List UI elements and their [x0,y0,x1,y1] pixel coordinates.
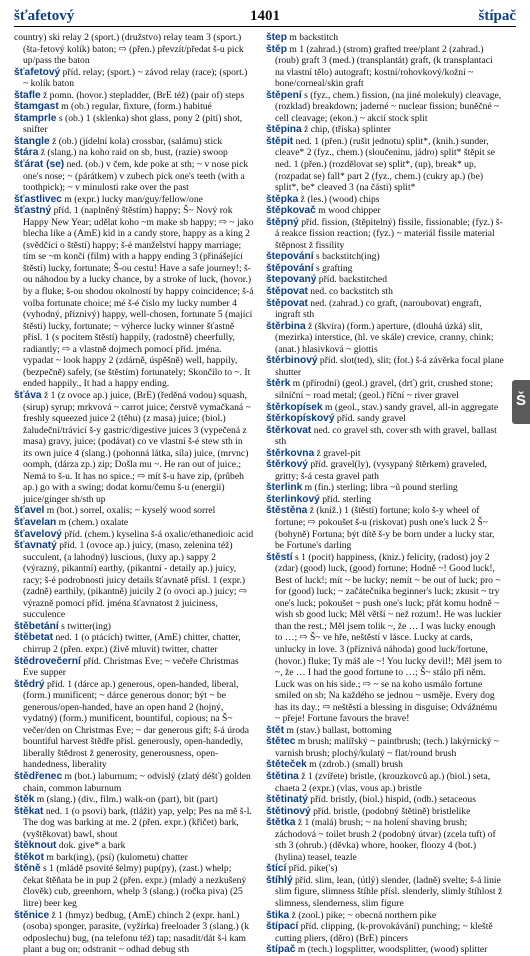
entry-definition: m (stav.) ballast, bottoming [284,724,392,736]
entry-headword: štamprle [14,112,57,124]
entry-definition: s (ob.) 1 (sklenka) shot glass, pony 2 (pití) shot, snifter [23,112,245,136]
entry-headword: štědřenec [14,771,63,782]
entry-definition: příd. slim, lean, (útlý) slender, (ladně) svelte; š-á linie slim figure, slimness štíhle přísl. slenderly, slimly štíhlost ž slimness, slenderness, slim figure [275,874,505,910]
entry-headword: štěrkovna [266,447,315,459]
dictionary-entry [14,147,254,159]
dictionary-entry [14,159,254,194]
entry-headword: štětinový [266,805,311,817]
dictionary-entry [266,378,504,401]
entry-definition: s backstitch(ing) [313,251,380,263]
entry-definition: m (geol., stav.) sandy gravel, all-in aggregate [322,401,499,413]
entry-definition: ned. co gravel sth, cover sth with gravel, ballast sth [275,424,500,448]
entry-definition: příd. clipping, (k-provokávání) punching; ~ kleště cutting pliers, (děro) (BrE) pincers [275,921,496,944]
entry-headword: šťavel [14,505,45,517]
entry-headword: šťavnatý [14,540,57,552]
dictionary-entry [266,863,504,875]
entry-definition: m backstitch [286,32,339,43]
entry-definition: m (slang.) (div., film.) walk-on (part), bit (part) [34,794,218,806]
entry-headword: štěrkový [266,459,308,471]
entry-definition: příd. pike('s) [286,863,338,875]
dictionary-entry [266,552,504,725]
entry-definition: ned. (zahrad.) co graft, (naroubovat) engraft, ingraft sth [275,297,484,321]
dictionary-entry [14,517,254,529]
entry-headword: štára [14,147,39,159]
dictionary-entry [14,67,254,90]
entry-definition: s 1 (pocit) happiness, (kniz.) felicity, (radost) joy 2 (zdar) (good) luck, (good) fortune; Hodně ~! Good luck!, Best of luck!; mít ~ be lucky; nemít ~ be out of luck; pro ~ for (good) luck; ~ začátečníka beginner's luck; zkusit ~ try one's luck; pokoušet ~ push one's luck; přát komu hodně ~ wish sb good luck; Měl větší ~ než rozum!. He was luckier than the rest.; Měl jsem tolik ~, že … I was lucky enough to …; ⇨ Š~ ve hře, neštěstí v lásce. Lucky at cards, unlucky in love. 3 (příznivá náhoda) good luck/fortune, (hovor.) fluke; Ty máš ale ~! You lucky devil!; Měl jsem to ~, že … I had the good fortune to …; Š~ stálo při něm. Luck was on his side.; ⇨ ~ se na koho usmálo fortune smiled on sb; Na každého se jednou ~ usměje. Every dog has its day.; ⇨ neštěstí a blessing in disguise; Odvážnému ~ přeje! Fortune favours the brave! [275,551,505,725]
entry-headword: štěk [14,794,35,806]
dictionary-entry [266,459,504,482]
entry-headword: štěkot [14,851,45,863]
entry-headword: štangle [14,135,50,147]
dictionary-entry [266,321,504,356]
dictionary-entry [266,274,504,286]
entry-definition: příd. backstitched [316,274,387,286]
entry-headword: štěrkopískový [266,413,335,425]
dictionary-entry [266,736,504,759]
dictionary-entry [266,251,504,263]
entry-headword: štěně [14,863,41,875]
entry-definition: m (expr.) lucky man/guy/fellow/one [61,193,203,205]
entry-headword: štěpení [266,89,302,101]
dictionary-entry [266,425,504,448]
entry-definition: příd. sandy gravel [334,413,406,425]
entry-definition: příd. gravel(ly), (vysypaný štěrkem) graveled, gritty; š-á cesta gravel path [275,459,490,482]
entry-headword: štepování [266,251,314,263]
entry-headword: štípací [266,921,299,933]
entry-definition: ned. co backstitch sth [307,286,393,298]
dictionary-entry [266,482,504,494]
dictionary-entry [14,863,254,909]
entry-headword: štíhlý [266,874,293,886]
dictionary-entry [14,806,254,841]
dictionary-entry [14,505,254,517]
dictionary-entry [14,771,254,794]
entry-definition: s twitter(ing) [58,620,111,632]
dictionary-entry [14,852,254,864]
entry-definition: příd. sterling [319,493,372,505]
entry-definition: m (zdrob.) (small) brush [306,759,403,771]
entry-definition: ned. 1 (o psovi) bark, (tlážit) yap, yelp; Pes na mě š-l. The dog was barking at me. 2 (přen. expr.) (křičet) bark, (vyštěkovat) bawl, shout [23,805,255,840]
entry-definition: příd. bristly, (biol.) hispid, (odb.) setaceous [307,794,476,806]
dictionary-entry [14,136,254,148]
dictionary-entry [14,529,254,541]
entry-headword: šťastný [14,205,52,217]
entry-headword: štědrý [14,678,45,690]
dictionary-entry [266,217,504,252]
entry-headword: štěbetat [14,632,54,644]
entry-headword: štěpný [266,216,299,228]
dictionary-entry [266,124,504,136]
entry-definition: příd. Christmas Eve; ~ večeře Christmas Eve supper [23,655,242,679]
dictionary-entry [266,771,504,794]
entry-headword: štafle [14,89,41,101]
page-header [14,8,516,27]
dictionary-entry [14,656,254,679]
dictionary-entry [14,540,254,621]
page-number: 1401 [250,8,280,24]
dictionary-entry [14,621,254,633]
entry-definition: m (tech.) logsplitter, woodsplitter, (wood) splitter [295,944,488,956]
dictionary-entry [266,402,504,414]
dictionary-entry [266,355,507,378]
dictionary-entry [266,725,504,737]
entry-definition: ž (ob.) (jídelní kola) crossbar, (salámu) stick [49,135,223,147]
dictionary-entry [266,90,504,125]
entry-definition: m 1 (zahrad.) (strom) grafted tree/plant 2 (zahrad.) (roub) graft 3 (med.) (transplantát) graft, (k transplantaci na vlastní tělo) autograft; kostní/rohovkový/kožní ~ bone/corneal/skin graft [275,43,496,90]
entry-headword: štědrovečerní [14,655,81,667]
entry-headword: šťafetový [14,66,61,78]
entry-definition: m (přírodní) (geol.) gravel, (drť) grit, crushed stone; silniční ~ road metal; (geol.) říční ~ river gravel [275,378,496,401]
dictionary-entry [266,759,504,771]
entry-headword: štětina [266,771,299,782]
entry-headword: štětec [266,736,296,748]
entry-definition: příd. 1 (ovoce ap.) juicy, (maso, zelenina též) succulent, (a lahodný) luscious, (luxy ap.) sappy 2 (výrazný, pikantní) earthy, (pikantní - detaily ap.) juicy, racy; š-é podrobnosti juicy details šťavnatě přísl. 1 (expr.) (zadně) earthily, (pikantně) juicily 2 (o ovoci ap.) juicy; ⇨ výrazně pomocí příd. jména šťavnatost ž juiciness, succulence [23,540,250,621]
entry-headword: štící [266,863,287,875]
dictionary-entry [14,113,254,136]
entry-headword: štěpka [266,193,299,205]
entry-headword: štamgast [14,101,59,113]
entry-definition: příd. 1 (dárce ap.) generous, open-handed, liberal, (form.) munificent; ~ dárce generous donor; být ~ be generous/open-handed, have an open hand 2 (hojný, vydatný) (form.) munificent, bountiful, copious; na Š~ večer/den on Christmas Eve; ~ dar generous gift; š-á úroda bountiful harvest štědře přísl. generously, open-handedly, liberally štědrost ž generosity, generousness, open-handedness, liberality [23,678,252,771]
entry-headword: štika [266,909,290,921]
entry-definition: ž (zool.) pike; ~ obecná northern pike [289,909,437,921]
entry-definition: příd. bristle, (podobný štětině) bristlelike [310,805,471,817]
entry-headword: štěnice [14,909,50,921]
dictionary-entry [266,413,504,425]
entry-headword: štěpovat [266,297,308,309]
entry-headword: šterlinkový [266,493,320,505]
dictionary-entry [266,263,504,275]
entry-headword: štep [266,32,287,43]
entry-headword: štěpina [266,124,302,136]
entry-definition: ned. 1 (o ptácích) twitter, (AmE) chitter, chatter, chirrup 2 (přen. expr.) (živě mluvit) twitter, chatter [23,632,243,655]
entry-headword: štětka [266,817,296,829]
entry-headword: štět [266,724,285,736]
entry-headword: štěteček [266,759,307,771]
entry-headword: štěrbinový [266,355,318,367]
entry-definition: s 1 (mládě psovité šelmy) pup(py), (zast.) whelp; čekat štěňata be in pup 2 (přen. expr.) (mladý a nezkušený člověk) cub, greenhorn, whelp 3 (slang.) (ročka piva) (25 litre) beer keg [23,863,249,910]
entry-definition: m (bot.) sorrel, oxalis; ~ kyselý wood sorrel [44,505,216,517]
entry-headword: štěknout [14,840,57,852]
dictionary-entry [14,90,254,102]
entry-definition: m brush; malířský ~ paintbrush; (tech.) lakýrnický ~ varnish brush; plochý/kulatý ~ flat/round brush [275,736,502,759]
dictionary-entry [14,632,254,655]
entry-definition: m (chem.) oxalate [56,516,129,528]
dictionary-entry [266,806,504,818]
dictionary-entry [266,136,504,194]
entry-definition: m (bot.) laburnum; ~ odvislý (zlatý déšť) golden chain, common laburnum [23,771,254,794]
entry-definition: ž chip, (tříska) splinter [301,124,391,136]
entry-definition: příd. slot(ted), slit; (fot.) š-á závěrka focal plane shutter [275,355,507,378]
entry-definition: ž 1 (hmyz) bedbug, (AmE) chinch 2 (expr. hanl.) (osoba) sponger, parasite, (vyžírka) freeloader 3 (slang.) (k odposlechu) bug, (na telefonu též) tap; nasadit/dát š-i kam plant a bug on; odstranit ~ odhad debug sth [23,909,252,956]
entry-definition: příd. (chem.) kyselina š-á oxalic/ethanedioic acid [61,528,254,540]
dictionary-entry [266,494,504,506]
entry-definition: příd. relay; (sport.) ~ závod relay (race); (sport.) ~ kolík baton [23,66,250,90]
dictionary-entry [14,101,254,113]
entry-headword: štěkat [14,805,44,817]
entry-headword: šťastlivec [14,193,62,205]
entry-definition: m (ob.) regular, fixture, (form.) habitué [58,101,212,113]
right-column [266,32,507,956]
entry-headword: štěpkovač [266,205,316,217]
dictionary-entry [14,194,254,206]
entry-definition: s grafting [313,262,353,274]
right-guide-word: štípač [478,8,516,24]
entry-definition: ž 1 (z ovoce ap.) juice, (BrE) (ředěná vodou) squash, (sirup) syrup; mrkvová ~ carrot juice; čerstvě vymačkaná ~ freshly squeezed juice 2 (těhu) (z masa) juice; (biol.) žaludeční/trávicí š-y gastric/digestive juices 3 (vypečená z masa) gravy, juice; (podávat) co ve vlastní š-é stew sth in its own juice 4 (slang.) (pohonná látka, síla) juice, (mrvnc) oomph, (dárza zp.) zip; Došla mu ~. He ran out of juice.; Nemá to š-u. It has no spice.; ⇨ mít š-u have zip, (průbeh ap.) go with a swing; dodat komu/čemu š-u (energii) juice/ginger sh/sth up [23,389,254,505]
left-column [14,32,256,956]
dictionary-entry [266,44,504,90]
dictionary-entry [266,944,504,956]
entry-definition: ž (kniž.) 1 (štěstí) fortune; kolo š-y wheel of fortune; ⇨ pokoušet š-u (riskovat) push one's luck 2 Š~ (bohyně) Fortuna; být dítě š-y be born under a lucky star, be Fortune's darling [275,505,497,552]
entry-headword: šťavelan [14,516,57,528]
dictionary-entry [266,505,504,551]
entry-headword: štípač [266,944,296,956]
entry-headword: šterlink [266,482,303,494]
entry-headword: štěrkovat [266,424,312,436]
dictionary-entry [266,194,504,206]
dictionary-entry [266,32,504,44]
dictionary-entry [14,390,254,505]
entry-headword: štěstěna [266,505,308,517]
dictionary-entry [14,910,254,956]
entry-definition: příd. 1 (naplněný štěstím) happy; Š~ Nový rok Happy New Year; udělat koho ~m make sb happy; ⇨ ~ jako blecha like a (AmE) kid in a candy store, happy as a king 2 (svědčící o štěstí) happy; š-é manželství happy marriage; tím se ~m končí (film) with a happy ending 3 (přinášející štěstí) lucky, fortunate; Š-ou cestu! Have a safe journey!; š-ou náhodou by a lucky chance, by a stroke of luck, (hovor.) by a fluke; š-ou shodou okolností by happy coincidence; š-á volba fortunate choice; mé š-é číslo my lucky number 4 (vyhodný, příznivý) happy, well-chosen, fortunate 5 (mající štěstí) lucky, fortunate; ~ výherce lucky winner šťastně přísl. 1 (s pocitem štěstí) happily, (radostně) cheerfully, radiantly; ⇨ a vlastně dojmech pomocí příd. jména. vypadat ~ look happy 2 (zdárně, úspěšně) well, happily, (bezpečně) safely, (se štěstím) fortunately; Skončilo to ~. It ended happily., It had a happy ending. [23,205,256,390]
dictionary-entry [266,910,504,922]
entry-headword: štěpit [266,135,294,147]
entry-headword: štepovaný [266,274,317,286]
entry-definition: m (fin.) sterling; libra ~ů pound sterling [302,482,458,494]
entry-headword: šťáva [14,389,42,401]
entry-definition: country) ski relay 2 (sport.) (družstvo) relay team 3 (sport.) (šta-fetový kolík) baton; ⇨ (přen.) převzít/předat š-u pick up/pass the baton [14,32,247,67]
entry-definition: ž gravel-pit [314,447,361,459]
entry-definition: ž (škvíra) (form.) aperture, (dlouhá úzká) slit,(mezirka) interstice, (hl. ve skále) crevice, cranny, chink; (anat.) hlasivková ~ glottis [275,320,497,355]
entry-headword: šťavelový [14,528,62,540]
entry-definition: ž 1 (malá) brush; ~ na holení shaving brush; záchodová ~ toilet brush 2 (podobný útvar) (zcela tuft) of sth 3 (ohrub.) (děvka) whore, hooker, floozy 4 (bot.) (hylina) teasel, teazle [275,817,499,863]
thumb-tab-letter: Š [515,392,526,409]
dictionary-entry [14,679,254,771]
dictionary-entry [266,286,504,298]
dictionary-entry [266,298,504,321]
entry-definition: ž pomn. (hovor.) stepladder, (BrE též) (pair of) steps [40,89,245,101]
entry-headword: štětinatý [266,794,308,806]
dictionary-entry [14,205,254,390]
dictionary-entry [266,794,504,806]
entry-definition: dok. give* a bark [56,840,126,852]
dictionary-entry [266,205,504,217]
dictionary-entry [266,817,504,863]
left-guide-word: šťafetový [14,8,75,24]
entry-definition: s (fyz., chem.) fission, (na jiné molekuly) cleavage, (rozklad) breakdown; jaderné ~ nuclear fission; buněčné ~ cell cleavage; (ekon.) ~ akcií stock split [275,89,504,124]
entry-definition: ž (les.) (wood) chips [298,193,380,205]
entry-headword: štěrk [266,378,291,390]
dictionary-entry [14,32,254,67]
dictionary-entry [266,448,504,460]
entry-headword: štěpovat [266,286,308,298]
dictionary-entry [14,794,254,806]
entry-definition: příd. fission, (štěpitelný) fissile, fissionable; (fyz.) š-á reakce fission reaction; (fyz.) ~ materiál fissile material štěpnost ž fissility [275,216,503,251]
entry-definition: ž 1 (zvířete) bristle, (krouzkovců ap.) (biol.) seta, chaeta 2 (expr.) (vlas, vous ap.) bristle [275,771,493,794]
dictionary-entry [266,875,504,910]
entry-headword: štěbetání [14,620,59,632]
letter-thumb-tab [512,380,530,424]
entry-headword: štěp [266,43,287,55]
entry-headword: štěstí [266,551,293,563]
dictionary-entry [14,840,254,852]
entry-definition: ned. (ob.) v čem, kde poke at sth; ~ v nose pick one's nose; ~ (párátkem) v zubech pick one's teeth (with a toothpick); ~ v minulosti rake over the past [23,159,251,194]
entry-definition: ž (slang.) na koho raid on sb, bust, (razie) swoop [38,147,228,159]
entry-definition: m wood chipper [315,205,381,217]
entry-headword: štěrkopísek [266,401,323,413]
entry-definition: ned. 1 (přen.) (rušit jednotu) split*, (knih.) sunder, cleave* 2 (fyz., chem.) (sloučeninu, jádro) split* štěpit se ned. 1 (přen.) (rozdělovat se) split*, (up), break* up, (rozpadat se) fall* part 2 (fyz., chem.) (cukry ap.) (be) split*, be* cleaved 3 (na části) split* [275,135,498,194]
entry-headword: šťárat (se) [14,159,65,171]
dictionary-entry [266,921,504,944]
entry-headword: štěpování [266,262,314,274]
entry-headword: štěrbina [266,320,306,332]
entry-definition: m bark(ing), (psí) (kulometu) chatter [44,851,188,863]
